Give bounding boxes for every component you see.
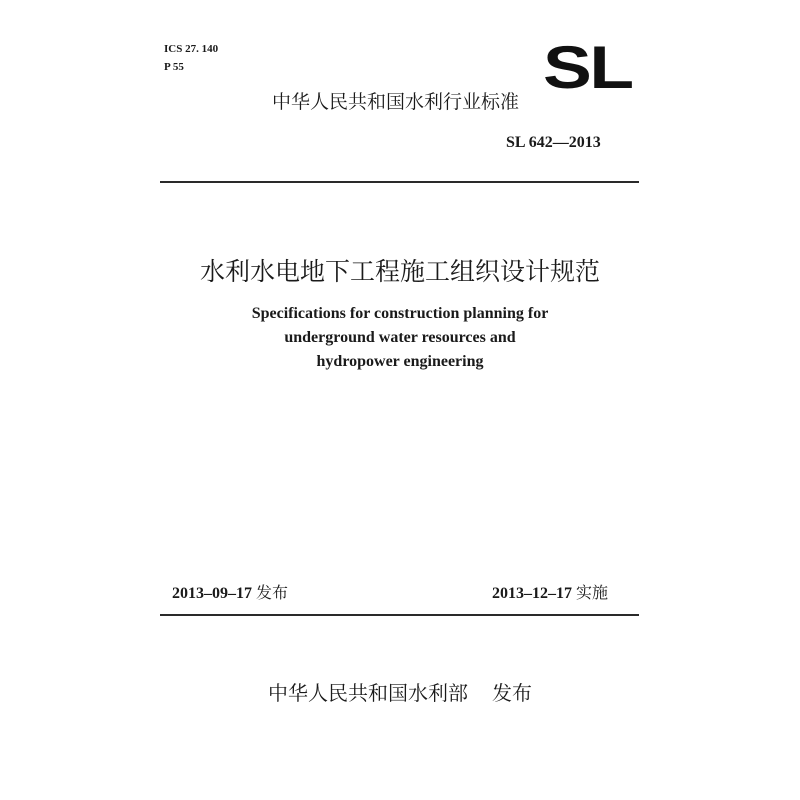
english-title-line: Specifications for construction planning for: [251, 305, 549, 322]
p-code: P 55: [164, 61, 184, 73]
implement-date-block: [492, 583, 608, 604]
bottom-divider: [160, 614, 639, 616]
standard-number: SL 642—2013: [506, 134, 601, 151]
industry-standard-label: 中华人民共和国水利行业标准: [272, 91, 520, 113]
ics-code: ICS 27. 140: [164, 43, 219, 55]
sl-logo: SL: [543, 34, 632, 101]
publisher-action: 发布: [492, 681, 532, 705]
chinese-title: 水利水电地下工程施工组织设计规范: [199, 257, 600, 286]
english-title-line: hydropower engineering: [316, 353, 484, 370]
english-title: [0, 302, 800, 374]
issue-date: 2013–09–17: [172, 585, 252, 602]
issue-date-block: [172, 583, 288, 604]
publisher-line: [0, 681, 800, 705]
implement-date: 2013–12–17: [492, 585, 572, 602]
implement-label: 实施: [576, 583, 609, 602]
top-divider: [160, 181, 639, 183]
issue-label: 发布: [256, 583, 289, 602]
english-title-line: underground water resources and: [284, 329, 516, 346]
publisher-name: 中华人民共和国水利部: [268, 681, 468, 705]
